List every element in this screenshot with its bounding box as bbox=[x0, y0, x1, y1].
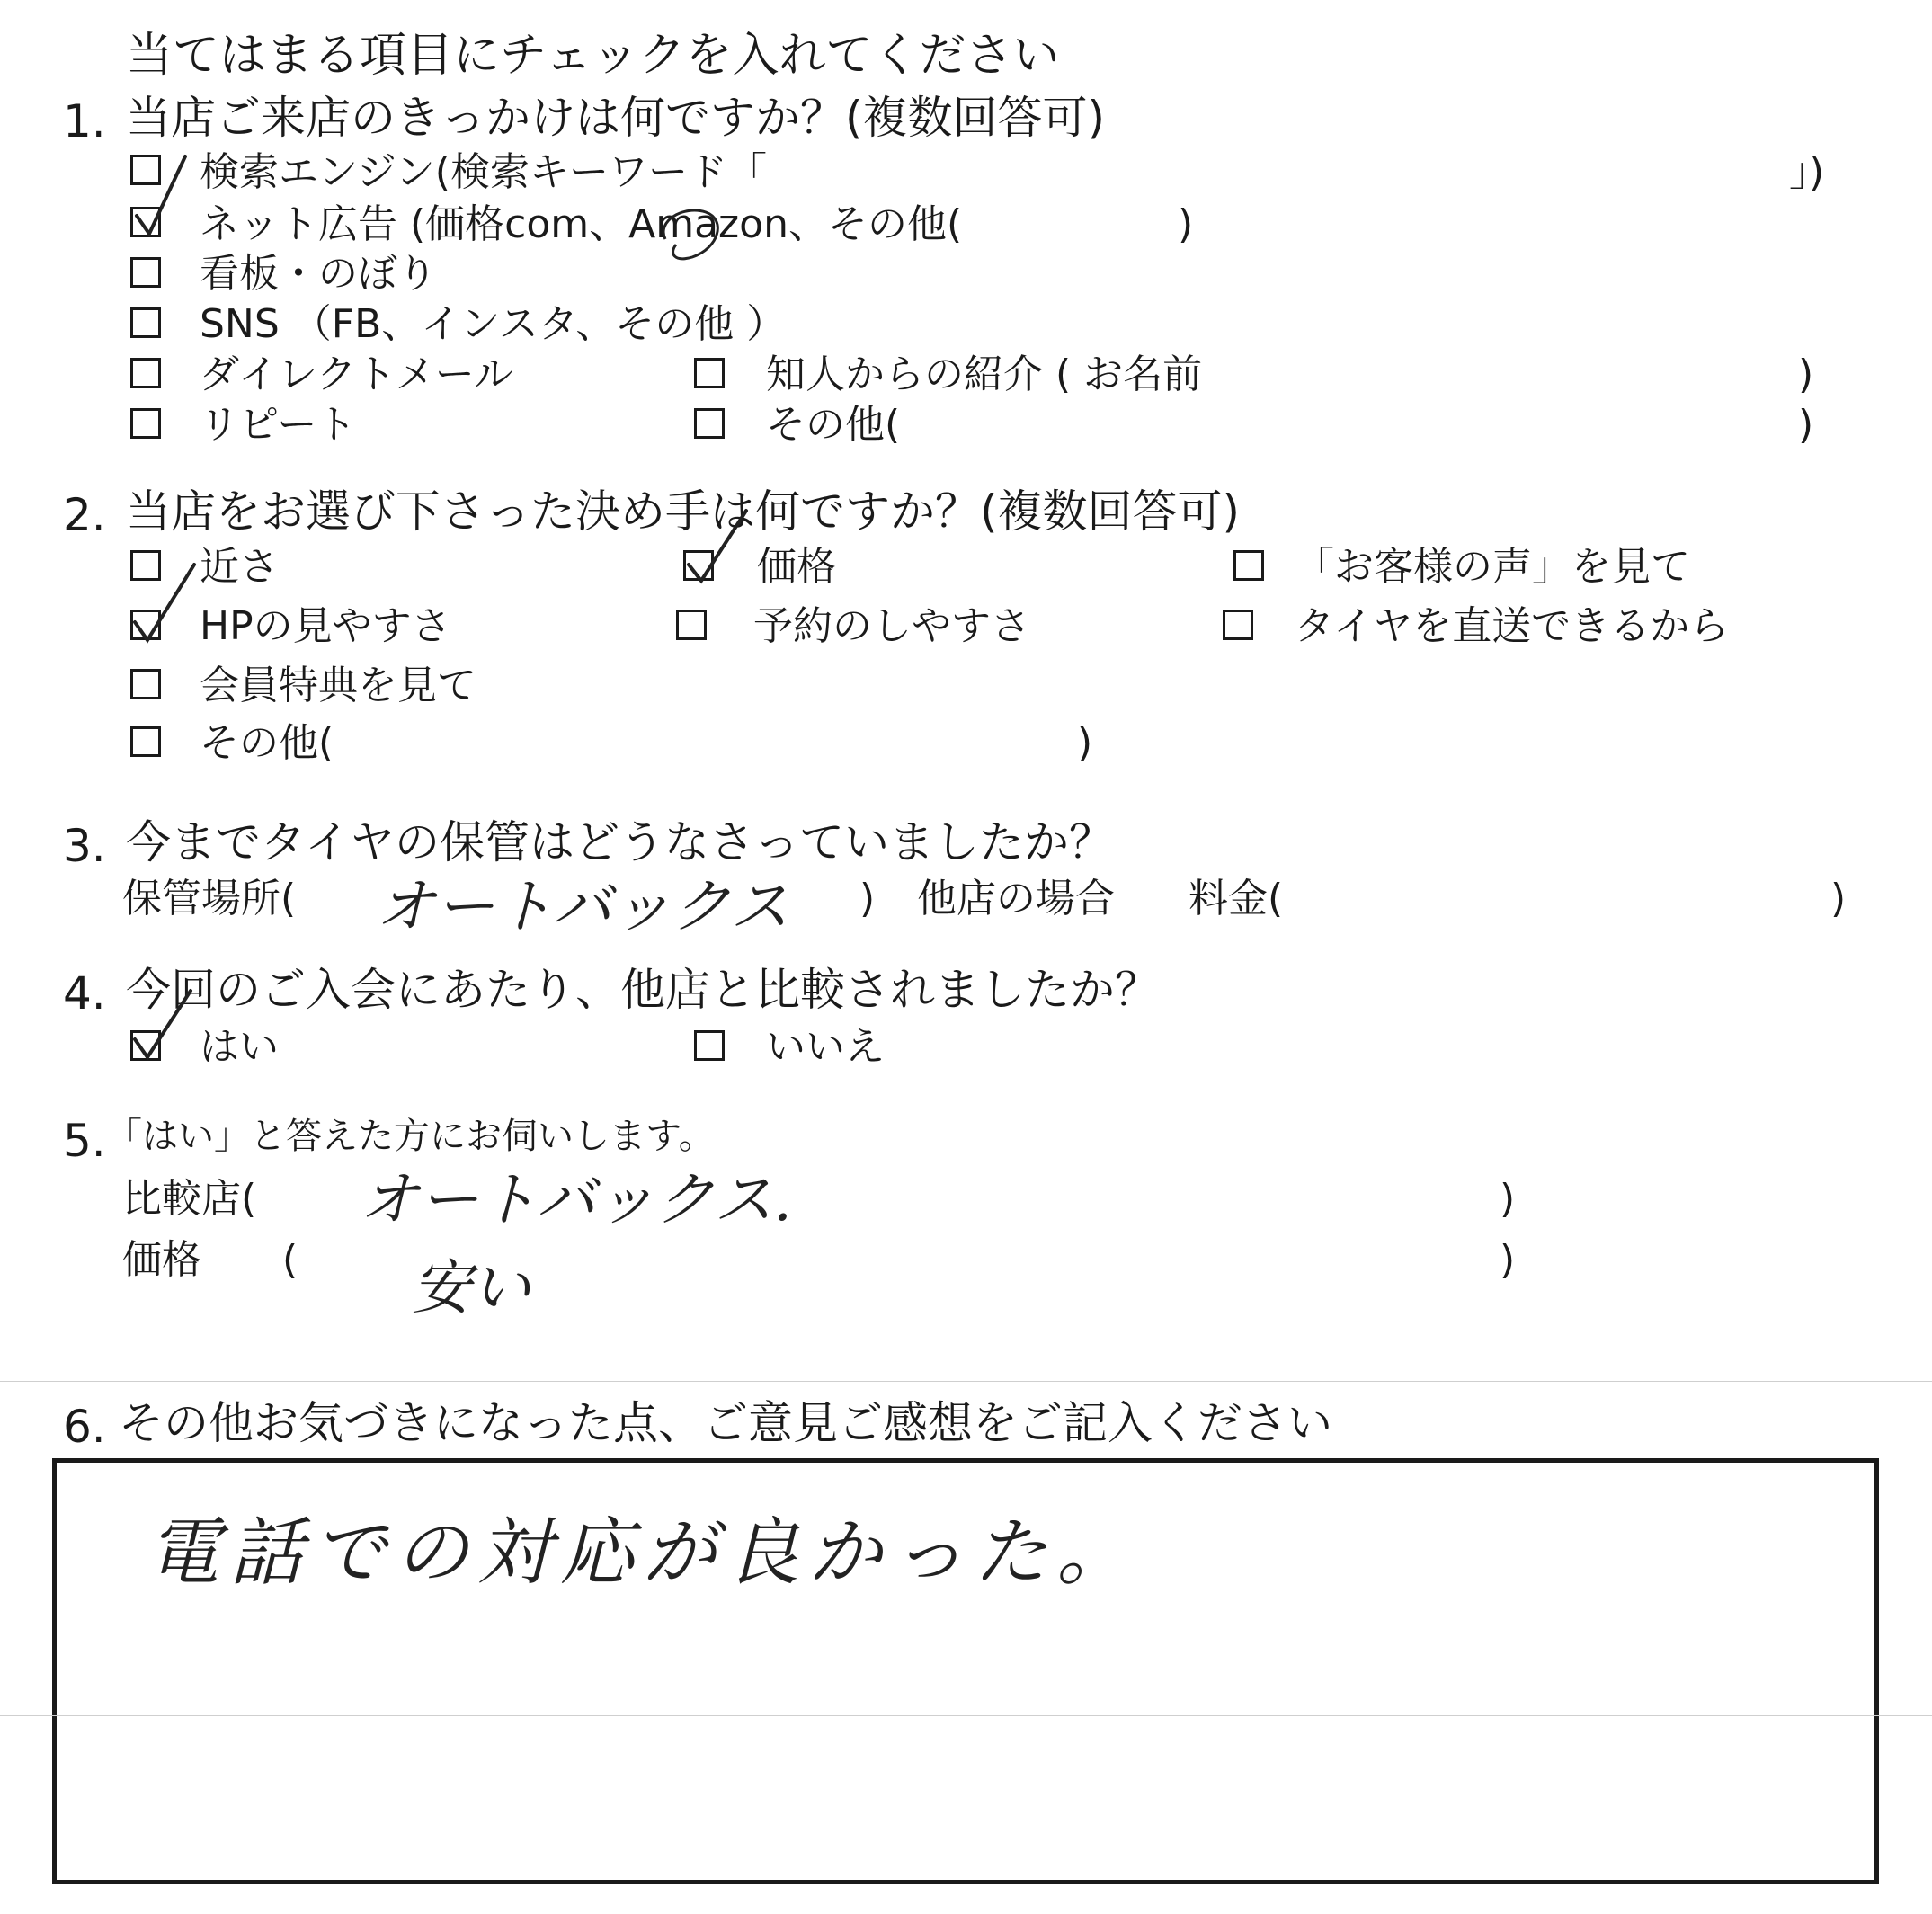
q3-number: 3. bbox=[63, 820, 106, 872]
scan-line bbox=[0, 1715, 1932, 1716]
q1-other-close: ) bbox=[1798, 402, 1814, 448]
q1-friend-label: 知人からの紹介 ( お名前 bbox=[766, 352, 1203, 397]
q1-sign-checkbox[interactable] bbox=[130, 257, 161, 288]
q1-netad-label: ネット広告 (価格com、Amazon、その他( bbox=[200, 201, 963, 247]
q2-title: 当店をお選び下さった決め手は何ですか？(複数回答可) bbox=[126, 485, 1241, 538]
q1-dm-checkbox[interactable] bbox=[130, 358, 161, 388]
q1-other-checkbox[interactable] bbox=[694, 408, 725, 439]
q1-friend-close: ) bbox=[1798, 352, 1814, 397]
q6-number: 6. bbox=[63, 1401, 106, 1453]
q1-search-label: 検索エンジン(検索キーワード「 bbox=[200, 149, 767, 195]
form-instruction: 当てはまる項目にチェックを入れてください bbox=[126, 29, 1060, 83]
q2-voice-checkbox[interactable] bbox=[1233, 550, 1264, 581]
q1-netad-close: ) bbox=[1178, 201, 1194, 247]
q1-repeat-label: リピート bbox=[200, 402, 357, 448]
q1-netad-check-mark bbox=[126, 151, 189, 241]
q3-other-store-label: 他店の場合 bbox=[917, 876, 1115, 921]
q4-no-checkbox[interactable] bbox=[694, 1030, 725, 1061]
q2-other-checkbox[interactable] bbox=[130, 726, 161, 757]
q1-friend-checkbox[interactable] bbox=[694, 358, 725, 388]
q5-price-answer: 安い bbox=[412, 1253, 530, 1322]
q2-other-label: その他( bbox=[200, 720, 334, 766]
q4-yes-check-mark bbox=[126, 985, 198, 1066]
q2-other-close: ) bbox=[1077, 720, 1093, 766]
q1-sns-checkbox[interactable] bbox=[130, 307, 161, 338]
q5-price-open: ( bbox=[282, 1237, 298, 1283]
q1-title: 当店ご来店のきっかけは何ですか？(複数回答可) bbox=[126, 92, 1106, 144]
q2-number: 2. bbox=[63, 489, 106, 541]
amazon-circle-mark bbox=[656, 203, 728, 266]
q4-no-label: いいえ bbox=[766, 1024, 885, 1070]
q1-repeat-checkbox[interactable] bbox=[130, 408, 161, 439]
q2-member-checkbox[interactable] bbox=[130, 669, 161, 699]
q3-fee-label: 料金( bbox=[1189, 876, 1284, 921]
q3-place-answer: オートバックス bbox=[376, 872, 790, 941]
q2-voice-label: 「お客様の声」を見て bbox=[1295, 544, 1690, 590]
q6-title: その他お気づきになった点、ご意見ご感想をご記入ください bbox=[119, 1397, 1332, 1449]
q2-direct-checkbox[interactable] bbox=[1223, 610, 1253, 640]
q2-price-check-mark bbox=[680, 503, 752, 593]
q2-reserve-label: 予約のしやすさ bbox=[753, 603, 1030, 649]
q2-hp-label: HPの見やすさ bbox=[200, 603, 451, 649]
q2-reserve-checkbox[interactable] bbox=[676, 610, 707, 640]
q1-dm-label: ダイレクトメール bbox=[200, 352, 513, 397]
q2-direct-label: タイヤを直送できるから bbox=[1295, 603, 1730, 649]
q1-number: 1. bbox=[63, 95, 106, 147]
q5-shop-close: ) bbox=[1500, 1176, 1516, 1222]
q5-price-label: 価格 bbox=[122, 1237, 201, 1283]
q3-fee-close: ) bbox=[1830, 876, 1847, 921]
q3-place-label: 保管場所( bbox=[122, 876, 297, 921]
q4-number: 4. bbox=[63, 967, 106, 1019]
q4-yes-label: はい bbox=[200, 1024, 279, 1070]
q5-title: 「はい」と答えた方にお伺いします。 bbox=[106, 1116, 715, 1157]
q3-place-close: ) bbox=[859, 876, 876, 921]
q2-hp-check-mark bbox=[126, 559, 198, 649]
comment-box[interactable] bbox=[52, 1458, 1879, 1884]
q6-answer: 電話での対応が良かった。 bbox=[147, 1510, 1139, 1596]
q2-member-label: 会員特典を見て bbox=[200, 663, 476, 708]
q5-price-close: ) bbox=[1500, 1237, 1516, 1283]
q2-near-label: 近さ bbox=[200, 544, 279, 590]
q1-search-close: 」) bbox=[1789, 149, 1825, 195]
q5-shop-answer: オートバックス. bbox=[360, 1165, 792, 1234]
q2-price-label: 価格 bbox=[757, 544, 836, 590]
q1-sns-label: SNS （FB、インスタ、その他 ） bbox=[200, 301, 787, 347]
q5-shop-label: 比較店( bbox=[122, 1176, 257, 1222]
section-divider bbox=[0, 1381, 1932, 1382]
q5-number: 5. bbox=[63, 1115, 106, 1167]
q3-title: 今までタイヤの保管はどうなさっていましたか？ bbox=[126, 816, 1114, 868]
q1-other-label: その他( bbox=[766, 402, 901, 448]
q1-sign-label: 看板・のぼり bbox=[200, 251, 437, 297]
q4-title: 今回のご入会にあたり、他店と比較されましたか？ bbox=[126, 964, 1160, 1016]
